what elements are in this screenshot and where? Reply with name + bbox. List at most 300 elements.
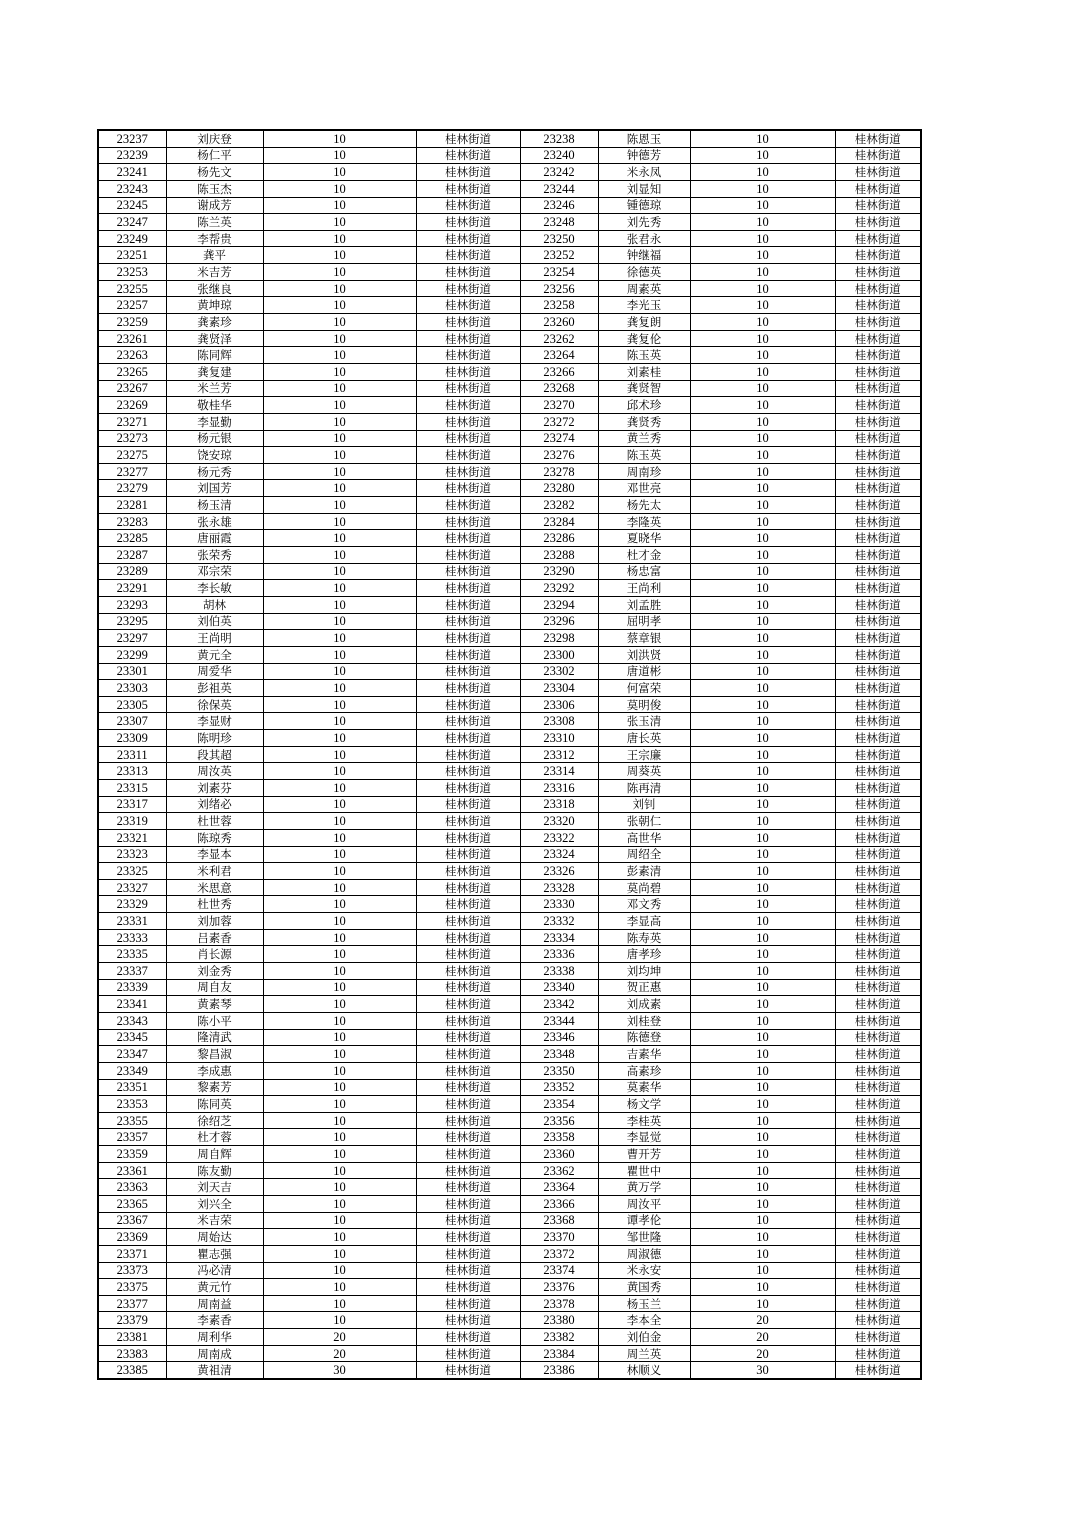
person-name-cell: 杨忠富 (598, 563, 690, 580)
record-id-cell: 23317 (98, 796, 166, 813)
person-name-cell: 周利华 (166, 1329, 263, 1346)
street-cell: 桂林街道 (416, 580, 520, 597)
record-id-cell: 23349 (98, 1062, 166, 1079)
person-name-cell: 张玉清 (598, 713, 690, 730)
table-row (98, 730, 921, 747)
record-id-cell: 23329 (98, 896, 166, 913)
amount-cell: 10 (690, 663, 835, 680)
person-name-cell: 杜才金 (598, 547, 690, 564)
person-name-cell: 杜世蓉 (166, 813, 263, 830)
amount-cell: 10 (690, 513, 835, 530)
table-row (98, 1245, 921, 1262)
person-name-cell: 龚复建 (166, 363, 263, 380)
record-id-cell: 23350 (520, 1062, 598, 1079)
table-row (98, 829, 921, 846)
record-id-cell: 23312 (520, 746, 598, 763)
person-name-cell: 邓宗荣 (166, 563, 263, 580)
table-row (98, 613, 921, 630)
street-cell: 桂林街道 (416, 330, 520, 347)
table-row (98, 130, 921, 147)
person-name-cell: 周绍全 (598, 846, 690, 863)
street-cell: 桂林街道 (416, 1279, 520, 1296)
person-name-cell: 刘金秀 (166, 963, 263, 980)
amount-cell: 10 (263, 1162, 416, 1179)
person-name-cell: 周汝英 (166, 763, 263, 780)
person-name-cell: 陈兰英 (166, 214, 263, 231)
amount-cell: 10 (263, 1112, 416, 1129)
street-cell: 桂林街道 (835, 197, 921, 214)
table-row (98, 180, 921, 197)
amount-cell: 10 (263, 1179, 416, 1196)
amount-cell: 10 (690, 796, 835, 813)
amount-cell: 10 (263, 1146, 416, 1163)
record-id-cell: 23282 (520, 497, 598, 514)
record-id-cell: 23284 (520, 513, 598, 530)
street-cell: 桂林街道 (416, 147, 520, 164)
person-name-cell: 冯必清 (166, 1262, 263, 1279)
amount-cell: 20 (263, 1345, 416, 1362)
person-name-cell: 唐长英 (598, 730, 690, 747)
amount-cell: 20 (690, 1329, 835, 1346)
table-row (98, 214, 921, 231)
amount-cell: 10 (263, 1079, 416, 1096)
street-cell: 桂林街道 (416, 247, 520, 264)
table-row (98, 1096, 921, 1113)
table-row (98, 314, 921, 331)
street-cell: 桂林街道 (835, 280, 921, 297)
amount-cell: 10 (263, 1312, 416, 1329)
record-id-cell: 23273 (98, 430, 166, 447)
amount-cell: 10 (690, 713, 835, 730)
amount-cell: 10 (690, 530, 835, 547)
street-cell: 桂林街道 (835, 913, 921, 930)
person-name-cell: 李光玉 (598, 297, 690, 314)
person-name-cell: 周素英 (598, 280, 690, 297)
amount-cell: 10 (263, 730, 416, 747)
record-id-cell: 23242 (520, 164, 598, 181)
record-id-cell: 23330 (520, 896, 598, 913)
person-name-cell: 李显勤 (166, 413, 263, 430)
person-name-cell: 邓世亮 (598, 480, 690, 497)
table-row (98, 197, 921, 214)
table-row (98, 1229, 921, 1246)
table-row (98, 430, 921, 447)
person-name-cell: 张朝仁 (598, 813, 690, 830)
table-row (98, 979, 921, 996)
person-name-cell: 杨先文 (166, 164, 263, 181)
record-id-cell: 23291 (98, 580, 166, 597)
table-row (98, 713, 921, 730)
table-row (98, 1079, 921, 1096)
person-name-cell: 瞿志强 (166, 1245, 263, 1262)
person-name-cell: 刘钊 (598, 796, 690, 813)
street-cell: 桂林街道 (835, 1129, 921, 1146)
street-cell: 桂林街道 (835, 1079, 921, 1096)
amount-cell: 10 (690, 347, 835, 364)
record-id-cell: 23267 (98, 380, 166, 397)
amount-cell: 10 (263, 230, 416, 247)
person-name-cell: 龚贤秀 (598, 413, 690, 430)
street-cell: 桂林街道 (835, 547, 921, 564)
table-row (98, 1196, 921, 1213)
record-id-cell: 23299 (98, 646, 166, 663)
person-name-cell: 米吉荣 (166, 1212, 263, 1229)
record-id-cell: 23322 (520, 829, 598, 846)
street-cell: 桂林街道 (835, 1096, 921, 1113)
street-cell: 桂林街道 (416, 1179, 520, 1196)
record-id-cell: 23332 (520, 913, 598, 930)
person-name-cell: 刘桂登 (598, 1012, 690, 1029)
record-id-cell: 23348 (520, 1046, 598, 1063)
amount-cell: 10 (263, 646, 416, 663)
person-name-cell: 张君永 (598, 230, 690, 247)
person-name-cell: 米思意 (166, 879, 263, 896)
street-cell: 桂林街道 (416, 363, 520, 380)
street-cell: 桂林街道 (835, 447, 921, 464)
amount-cell: 10 (263, 1046, 416, 1063)
street-cell: 桂林街道 (835, 746, 921, 763)
amount-cell: 10 (263, 1062, 416, 1079)
person-name-cell: 杨先太 (598, 497, 690, 514)
amount-cell: 10 (690, 563, 835, 580)
street-cell: 桂林街道 (835, 663, 921, 680)
person-name-cell: 刘均坤 (598, 963, 690, 980)
street-cell: 桂林街道 (416, 230, 520, 247)
record-id-cell: 23302 (520, 663, 598, 680)
street-cell: 桂林街道 (416, 547, 520, 564)
record-id-cell: 23311 (98, 746, 166, 763)
amount-cell: 10 (690, 413, 835, 430)
person-name-cell: 陈寿英 (598, 929, 690, 946)
street-cell: 桂林街道 (835, 297, 921, 314)
record-id-cell: 23345 (98, 1029, 166, 1046)
street-cell: 桂林街道 (835, 963, 921, 980)
record-id-cell: 23362 (520, 1162, 598, 1179)
street-cell: 桂林街道 (416, 829, 520, 846)
amount-cell: 10 (690, 1196, 835, 1213)
street-cell: 桂林街道 (416, 264, 520, 281)
person-name-cell: 龚贤智 (598, 380, 690, 397)
person-name-cell: 龚复伦 (598, 330, 690, 347)
amount-cell: 10 (690, 180, 835, 197)
table-row (98, 1212, 921, 1229)
table-row (98, 1146, 921, 1163)
record-id-cell: 23252 (520, 247, 598, 264)
record-id-cell: 23354 (520, 1096, 598, 1113)
person-name-cell: 米兰芳 (166, 380, 263, 397)
amount-cell: 10 (690, 1245, 835, 1262)
record-id-cell: 23251 (98, 247, 166, 264)
record-id-cell: 23293 (98, 596, 166, 613)
amount-cell: 10 (263, 130, 416, 147)
amount-cell: 10 (263, 879, 416, 896)
person-name-cell: 邱术珍 (598, 397, 690, 414)
record-id-cell: 23375 (98, 1279, 166, 1296)
amount-cell: 10 (690, 1162, 835, 1179)
street-cell: 桂林街道 (416, 746, 520, 763)
record-id-cell: 23254 (520, 264, 598, 281)
amount-cell: 10 (263, 314, 416, 331)
street-cell: 桂林街道 (835, 680, 921, 697)
record-id-cell: 23361 (98, 1162, 166, 1179)
street-cell: 桂林街道 (416, 380, 520, 397)
record-id-cell: 23275 (98, 447, 166, 464)
person-name-cell: 李帮贵 (166, 230, 263, 247)
record-id-cell: 23250 (520, 230, 598, 247)
table-row (98, 1362, 921, 1379)
street-cell: 桂林街道 (416, 1196, 520, 1213)
amount-cell: 10 (690, 879, 835, 896)
record-id-cell: 23286 (520, 530, 598, 547)
table-row (98, 380, 921, 397)
person-name-cell: 钟继福 (598, 247, 690, 264)
amount-cell: 10 (263, 563, 416, 580)
record-id-cell: 23356 (520, 1112, 598, 1129)
table-row (98, 896, 921, 913)
street-cell: 桂林街道 (416, 413, 520, 430)
amount-cell: 10 (263, 713, 416, 730)
record-id-cell: 23290 (520, 563, 598, 580)
record-id-cell: 23351 (98, 1079, 166, 1096)
person-name-cell: 刘伯金 (598, 1329, 690, 1346)
person-name-cell: 米永凤 (598, 164, 690, 181)
street-cell: 桂林街道 (835, 363, 921, 380)
street-cell: 桂林街道 (835, 779, 921, 796)
amount-cell: 10 (690, 1012, 835, 1029)
amount-cell: 10 (263, 1245, 416, 1262)
street-cell: 桂林街道 (416, 297, 520, 314)
amount-cell: 10 (690, 696, 835, 713)
amount-cell: 10 (690, 197, 835, 214)
record-id-cell: 23269 (98, 397, 166, 414)
record-id-cell: 23381 (98, 1329, 166, 1346)
record-id-cell: 23265 (98, 363, 166, 380)
amount-cell: 10 (690, 596, 835, 613)
street-cell: 桂林街道 (835, 863, 921, 880)
street-cell: 桂林街道 (416, 430, 520, 447)
amount-cell: 10 (263, 1096, 416, 1113)
table-row (98, 746, 921, 763)
table-row (98, 297, 921, 314)
amount-cell: 10 (690, 630, 835, 647)
record-id-cell: 23240 (520, 147, 598, 164)
person-name-cell: 张永雄 (166, 513, 263, 530)
record-id-cell: 23355 (98, 1112, 166, 1129)
street-cell: 桂林街道 (416, 1229, 520, 1246)
street-cell: 桂林街道 (416, 1146, 520, 1163)
person-name-cell: 蔡章银 (598, 630, 690, 647)
record-id-cell: 23303 (98, 680, 166, 697)
person-name-cell: 刘素芬 (166, 779, 263, 796)
person-name-cell: 黄元竹 (166, 1279, 263, 1296)
street-cell: 桂林街道 (416, 463, 520, 480)
record-id-cell: 23304 (520, 680, 598, 697)
table-row (98, 663, 921, 680)
table-row (98, 1062, 921, 1079)
person-name-cell: 刘绪必 (166, 796, 263, 813)
record-id-cell: 23296 (520, 613, 598, 630)
person-name-cell: 周汝平 (598, 1196, 690, 1213)
person-name-cell: 邹世隆 (598, 1229, 690, 1246)
amount-cell: 10 (263, 946, 416, 963)
amount-cell: 10 (263, 580, 416, 597)
street-cell: 桂林街道 (835, 130, 921, 147)
amount-cell: 10 (690, 147, 835, 164)
table-row (98, 863, 921, 880)
amount-cell: 10 (690, 813, 835, 830)
amount-cell: 10 (263, 1279, 416, 1296)
table-row (98, 1329, 921, 1346)
table-row (98, 1029, 921, 1046)
street-cell: 桂林街道 (835, 1262, 921, 1279)
person-name-cell: 杨文学 (598, 1096, 690, 1113)
table-row (98, 264, 921, 281)
record-id-cell: 23336 (520, 946, 598, 963)
street-cell: 桂林街道 (835, 1362, 921, 1379)
street-cell: 桂林街道 (835, 497, 921, 514)
table-row (98, 513, 921, 530)
street-cell: 桂林街道 (416, 1046, 520, 1063)
person-name-cell: 龚素珍 (166, 314, 263, 331)
table-row (98, 147, 921, 164)
person-name-cell: 锺德琼 (598, 197, 690, 214)
amount-cell: 10 (690, 829, 835, 846)
record-id-cell: 23318 (520, 796, 598, 813)
table-row (98, 347, 921, 364)
amount-cell: 10 (690, 314, 835, 331)
amount-cell: 10 (263, 896, 416, 913)
amount-cell: 10 (263, 996, 416, 1013)
street-cell: 桂林街道 (416, 1212, 520, 1229)
amount-cell: 10 (690, 280, 835, 297)
street-cell: 桂林街道 (835, 1312, 921, 1329)
street-cell: 桂林街道 (416, 397, 520, 414)
amount-cell: 10 (690, 1062, 835, 1079)
person-name-cell: 刘成素 (598, 996, 690, 1013)
amount-cell: 10 (263, 779, 416, 796)
street-cell: 桂林街道 (835, 796, 921, 813)
street-cell: 桂林街道 (416, 1312, 520, 1329)
amount-cell: 10 (690, 330, 835, 347)
person-name-cell: 唐道彬 (598, 663, 690, 680)
amount-cell: 10 (263, 247, 416, 264)
person-name-cell: 陈德登 (598, 1029, 690, 1046)
street-cell: 桂林街道 (835, 1229, 921, 1246)
table-row (98, 796, 921, 813)
person-name-cell: 李素香 (166, 1312, 263, 1329)
street-cell: 桂林街道 (416, 513, 520, 530)
street-cell: 桂林街道 (835, 147, 921, 164)
street-cell: 桂林街道 (416, 1295, 520, 1312)
amount-cell: 10 (263, 363, 416, 380)
street-cell: 桂林街道 (416, 280, 520, 297)
amount-cell: 10 (690, 497, 835, 514)
person-name-cell: 陈小平 (166, 1012, 263, 1029)
amount-cell: 10 (263, 513, 416, 530)
street-cell: 桂林街道 (835, 397, 921, 414)
amount-cell: 10 (263, 746, 416, 763)
record-id-cell: 23261 (98, 330, 166, 347)
amount-cell: 10 (690, 913, 835, 930)
street-cell: 桂林街道 (416, 480, 520, 497)
person-name-cell: 黄祖清 (166, 1362, 263, 1379)
record-id-cell: 23305 (98, 696, 166, 713)
record-id-cell: 23368 (520, 1212, 598, 1229)
person-name-cell: 吕素香 (166, 929, 263, 946)
person-name-cell: 陈再清 (598, 779, 690, 796)
amount-cell: 10 (690, 430, 835, 447)
street-cell: 桂林街道 (835, 929, 921, 946)
record-id-cell: 23357 (98, 1129, 166, 1146)
table-row (98, 480, 921, 497)
amount-cell: 10 (690, 580, 835, 597)
street-cell: 桂林街道 (835, 829, 921, 846)
table-row (98, 280, 921, 297)
street-cell: 桂林街道 (416, 497, 520, 514)
person-name-cell: 陈明珍 (166, 730, 263, 747)
record-id-cell: 23358 (520, 1129, 598, 1146)
amount-cell: 10 (690, 380, 835, 397)
record-id-cell: 23246 (520, 197, 598, 214)
amount-cell: 10 (263, 913, 416, 930)
amount-cell: 10 (263, 347, 416, 364)
person-name-cell: 吉素华 (598, 1046, 690, 1063)
person-name-cell: 杨元银 (166, 430, 263, 447)
table-row (98, 230, 921, 247)
street-cell: 桂林街道 (416, 863, 520, 880)
amount-cell: 10 (263, 297, 416, 314)
record-id-cell: 23255 (98, 280, 166, 297)
street-cell: 桂林街道 (416, 447, 520, 464)
record-id-cell: 23245 (98, 197, 166, 214)
person-name-cell: 龚平 (166, 247, 263, 264)
record-id-cell: 23247 (98, 214, 166, 231)
record-id-cell: 23257 (98, 297, 166, 314)
street-cell: 桂林街道 (835, 613, 921, 630)
record-id-cell: 23309 (98, 730, 166, 747)
amount-cell: 10 (263, 463, 416, 480)
street-cell: 桂林街道 (835, 380, 921, 397)
record-id-cell: 23244 (520, 180, 598, 197)
table-row (98, 696, 921, 713)
table-row (98, 763, 921, 780)
record-id-cell: 23241 (98, 164, 166, 181)
record-id-cell: 23297 (98, 630, 166, 647)
table-row (98, 779, 921, 796)
street-cell: 桂林街道 (835, 813, 921, 830)
record-id-cell: 23365 (98, 1196, 166, 1213)
record-id-cell: 23279 (98, 480, 166, 497)
record-id-cell: 23331 (98, 913, 166, 930)
person-name-cell: 陈同辉 (166, 347, 263, 364)
person-name-cell: 杨玉清 (166, 497, 263, 514)
record-id-cell: 23307 (98, 713, 166, 730)
record-id-cell: 23335 (98, 946, 166, 963)
table-row (98, 363, 921, 380)
table-row (98, 463, 921, 480)
street-cell: 桂林街道 (835, 1046, 921, 1063)
amount-cell: 10 (690, 1079, 835, 1096)
street-cell: 桂林街道 (416, 913, 520, 930)
record-id-cell: 23370 (520, 1229, 598, 1246)
street-cell: 桂林街道 (416, 197, 520, 214)
amount-cell: 10 (690, 979, 835, 996)
record-id-cell: 23301 (98, 663, 166, 680)
person-name-cell: 徐德英 (598, 264, 690, 281)
amount-cell: 10 (263, 197, 416, 214)
table-row (98, 247, 921, 264)
record-id-cell: 23262 (520, 330, 598, 347)
